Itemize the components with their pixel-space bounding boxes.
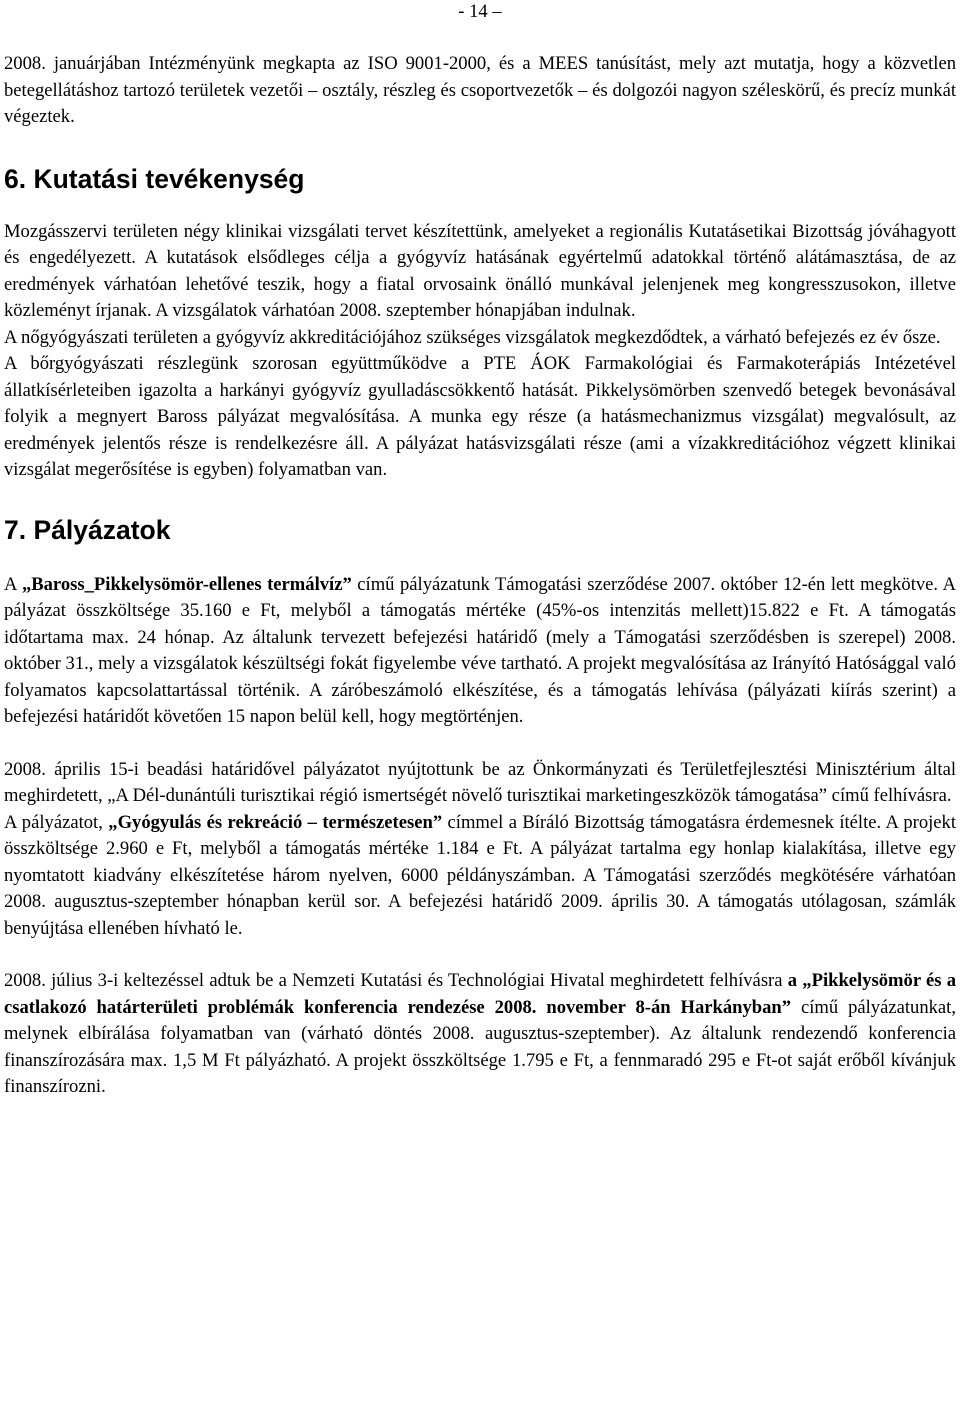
section-6-heading: 6. Kutatási tevékenység bbox=[4, 163, 305, 194]
section-6-paragraph-2: A nőgyógyászati területen a gyógyvíz akkreditációjához szükséges vizsgálatok megkezdődtek, a várható befejezés ez év ősze. bbox=[4, 326, 941, 348]
p3-lead: A pályázatot, bbox=[4, 811, 109, 833]
section-7-heading: 7. Pályázatok bbox=[4, 514, 171, 545]
p4-body: című pályázatunkat, melynek elbírálása folyamatban van (várható döntés 2008. augusztus-szeptember). Az általunk rendezendő konferencia finanszírozására max. 1,5 M Ft pályázható. A projekt összköltsége 1.795 e Ft, a fennmaradó 295 e Ft-ot saját erőből kívánjuk finanszírozni. bbox=[4, 996, 956, 1097]
project-title-gyogyulas: „Gyógyulás és rekreáció – természetesen” bbox=[108, 811, 443, 833]
document-body bbox=[4, 51, 956, 1101]
p1-body: című pályázatunk Támogatási szerződése 2007. október 12-én lett megkötve. A pályázat összköltsége 35.160 e Ft, melyből a támogatás mértéke (45%-os intenzitás mellett)15.822 e Ft. A támogatás időtartama max. 24 hónap. Az általunk tervezett befejezési határidő (mely a Támogatási szerződésben is szerepel) 2008. október 31., mely a vizsgálatok készültségi fokát figyelembe véve tartható. A projekt megvalósítása az Irányító Hatósággal való folyamatos kapcsolattartással történik. A záróbeszámoló elkészítése, és a támogatás lehívása (pályázati kiírás szerint) a befejezési határidőt követően 15 napon belül kell, hogy megtörténjen. bbox=[4, 573, 956, 727]
intro-paragraph: 2008. januárjában Intézményünk megkapta az ISO 9001-2000, és a MEES tanúsítást, mely azt mutatja, hogy a közvetlen betegellátáshoz tartozó területek vezetői – osztály, részleg és csoportvezetők – és dolgozói nagyon széleskörű, és precíz munkát végeztek. bbox=[4, 53, 956, 127]
project-title-konferencia: a „Pikkelysömör és a csatlakozó határterületi problémák konferencia rendezése 2008. november 8-án Harkányban” bbox=[4, 970, 957, 1018]
section-7-paragraph-3 bbox=[4, 810, 956, 943]
section-7-paragraph-2: 2008. április 15-i beadási határidővel pályázatot nyújtottunk be az Önkormányzati és Területfejlesztési Minisztérium által meghirdetett, „A Dél-dunántúli turisztikai régió ismertségét növelő turisztikai marketingeszközök támogatása” című felhívásra. bbox=[4, 758, 956, 806]
p3-body: címmel a Bíráló Bizottság támogatásra érdemesnek ítélte. A projekt összköltsége 2.960 e Ft, melyből a támogatás mértéke 1.184 e Ft. A pályázat tartalma egy honlap kialakítása, illetve egy nyomtatott kiadvány elkészítetése három nyelven, 6000 példányszámban. A Támogatási szerződés megkötésére várhatóan 2008. augusztus-szeptember hónapban kerül sor. A befejezési határidő 2009. április 30. A támogatás utólagosan, számlák benyújtása ellenében hívható le. bbox=[4, 811, 957, 939]
page-number: - 14 – bbox=[458, 1, 502, 22]
section-7-paragraph-4 bbox=[4, 968, 956, 1101]
section-6-paragraph-3: A bőrgyógyászati részlegünk szorosan együttműködve a PTE ÁOK Farmakológiai és Farmakoterápiás Intézetével állatkísérleteiben igazolta a harkányi gyógyvíz gyulladáscsökkentő hatását. Pikkelysömörben szenvedő betegek bevonásával folyik a megnyert Baross pályázat megvalósítása. A munka egy része (a hatásmechanizmus vizsgálat) megvalósult, az eredmények jelentős része is rendelkezésre áll. A pályázat hatásvizsgálati része (ami a vízakkreditációhoz végzett klinikai vizsgálat megerősítése is egyben) folyamatban van. bbox=[4, 353, 956, 480]
project-title-baross: „Baross_Pikkelysömör-ellenes termálvíz” bbox=[21, 573, 352, 595]
p1-lead: A bbox=[4, 573, 22, 595]
section-7-paragraph-1 bbox=[4, 572, 956, 731]
p4-lead: 2008. július 3-i keltezéssel adtuk be a Nemzeti Kutatási és Technológiai Hivatal meghirdetett felhívásra bbox=[4, 970, 788, 991]
section-6-paragraph-1: Mozgásszervi területen négy klinikai vizsgálati tervet készítettünk, amelyeket a regionális Kutatásetikai Bizottság jóváhagyott és engedélyezett. A kutatások elsődleges célja a gyógyvíz hatásának egyértelmű adatokkal történő alátámasztása, de az eredmények várhatóan lehetővé teszik, hogy a fiatal orvosaink önálló munkával jelenjenek meg kongresszusokon, illetve közleményt írjanak. A vizsgálatok várhatóan 2008. szeptember hónapjában indulnak. bbox=[4, 220, 956, 321]
